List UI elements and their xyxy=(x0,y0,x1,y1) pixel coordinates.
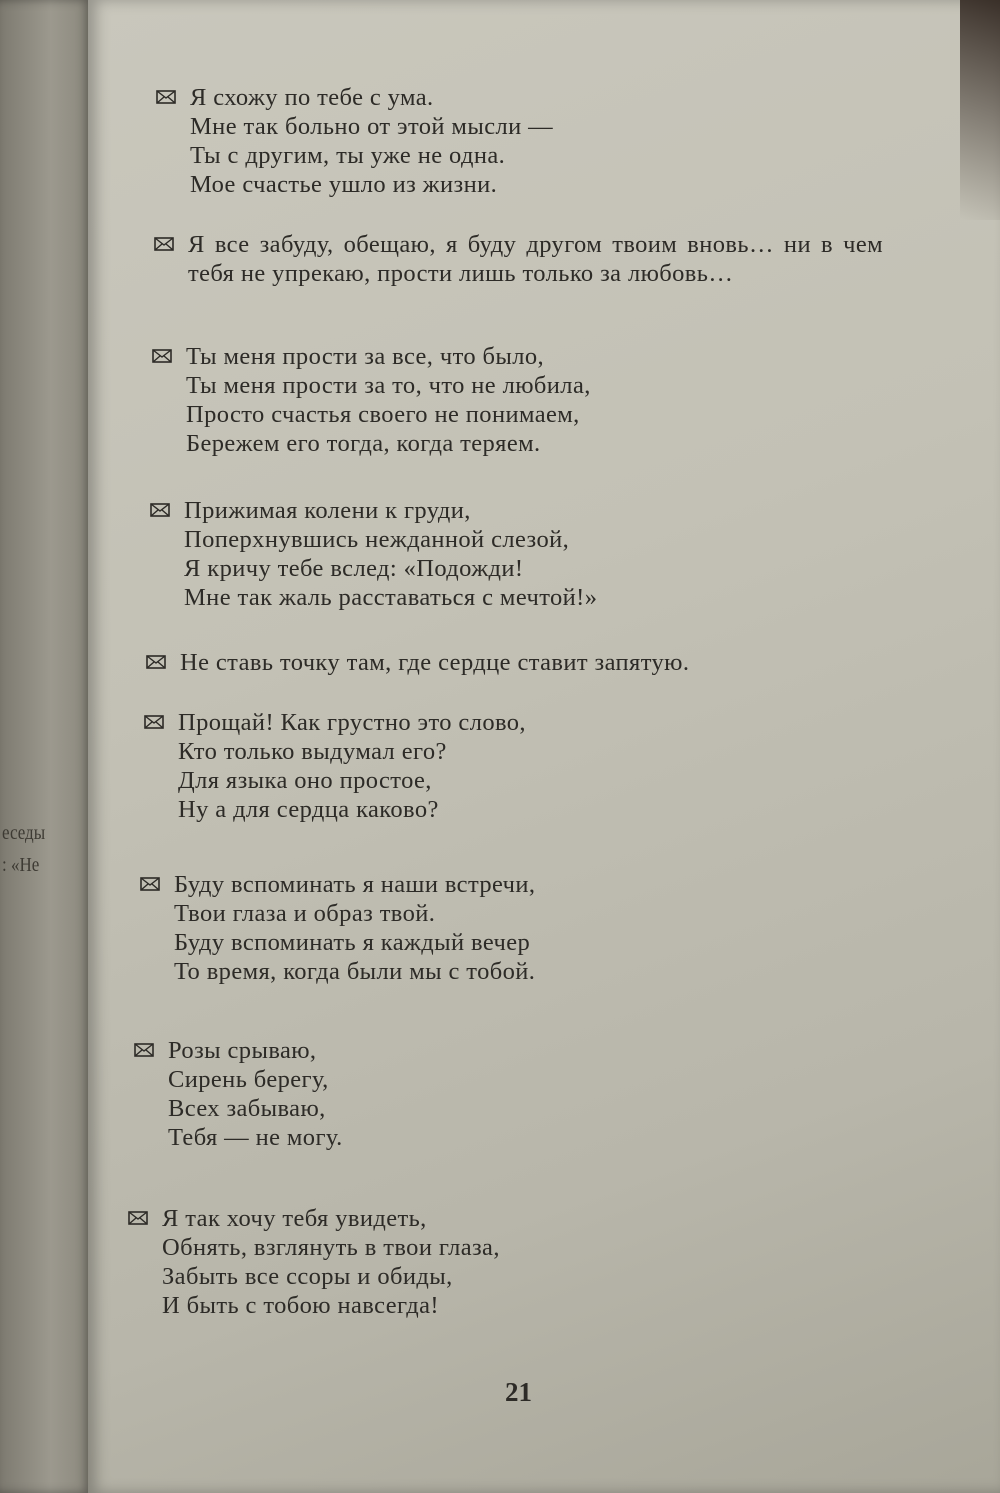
stanza xyxy=(186,342,591,458)
stanza-line: Буду вспоминать я наши встречи, xyxy=(174,871,536,898)
stanza-line: Ты меня прости за все, что было, xyxy=(186,343,545,370)
stanza-line: Мне так жаль расставаться с мечтой!» xyxy=(184,584,598,611)
stanza-line: Кто только выдумал его? xyxy=(178,738,447,765)
stanza-line: Сирень берегу, xyxy=(168,1066,329,1093)
stanza-line: Мне так больно от этой мысли — xyxy=(190,113,554,140)
stanza xyxy=(180,648,689,677)
stanza-line: Поперхнувшись нежданной слезой, xyxy=(184,526,570,553)
stanza-line: Ну а для сердца каково? xyxy=(178,796,439,823)
stanza-line: Бережем его тогда, когда теряем. xyxy=(186,430,541,457)
envelope-icon xyxy=(156,90,176,104)
stanza-line: Розы срываю, xyxy=(168,1037,317,1064)
stanza-line: Не ставь точку там, где сердце ставит запятую. xyxy=(180,649,690,676)
envelope-icon xyxy=(128,1211,148,1225)
stanza-line: Буду вспоминать я каждый вечер xyxy=(174,929,531,956)
stanza-line: Для языка оно простое, xyxy=(178,767,432,794)
stanza-line: Я все забуду, обещаю, я буду другом твоим вновь… ни в чем тебя не упрекаю, прости лишь только за любовь… xyxy=(188,231,883,287)
envelope-icon xyxy=(154,237,174,251)
stanza-line: Тебя — не могу. xyxy=(168,1124,343,1151)
stanza xyxy=(184,496,597,612)
stanza xyxy=(162,1204,500,1320)
stanza-line: Всех забываю, xyxy=(168,1095,326,1122)
stanza-line: Я схожу по тебе с ума. xyxy=(190,84,434,111)
stanza-line: Твои глаза и образ твой. xyxy=(174,900,436,927)
stanza-line: Прощай! Как грустно это слово, xyxy=(178,709,526,736)
envelope-icon xyxy=(134,1043,154,1057)
envelope-icon xyxy=(146,655,166,669)
stanza-line: Просто счастья своего не понимаем, xyxy=(186,401,580,428)
stanza-line: Забыть все ссоры и обиды, xyxy=(162,1263,453,1290)
book-page xyxy=(88,0,1000,1493)
envelope-icon xyxy=(144,715,164,729)
stanza-line: Обнять, взглянуть в твои глаза, xyxy=(162,1234,500,1261)
page-number: 21 xyxy=(505,1377,532,1407)
stanza-line: Мое счастье ушло из жизни. xyxy=(190,171,498,198)
stanza-line: Ты с другим, ты уже не одна. xyxy=(190,142,506,169)
left-page-fragment: еседы xyxy=(2,822,46,844)
left-page-fragment: : «Не xyxy=(2,854,40,876)
stanza xyxy=(178,708,526,824)
stanza-line: Я так хочу тебя увидеть, xyxy=(162,1205,427,1232)
stanza xyxy=(190,83,553,199)
stanza-line: Прижимая колени к груди, xyxy=(184,497,471,524)
stanza xyxy=(174,870,535,986)
stanza-line: То время, когда были мы с тобой. xyxy=(174,958,536,985)
envelope-icon xyxy=(140,877,160,891)
stanza-line: И быть с тобою навсегда! xyxy=(162,1292,439,1319)
envelope-icon xyxy=(152,349,172,363)
stanza-line: Я кричу тебе вслед: «Подожди! xyxy=(184,555,524,582)
left-page-edge xyxy=(0,0,92,1493)
stanza xyxy=(168,1036,343,1152)
stanza-line: Ты меня прости за то, что не любила, xyxy=(186,372,591,399)
envelope-icon xyxy=(150,503,170,517)
stanza xyxy=(188,230,883,288)
